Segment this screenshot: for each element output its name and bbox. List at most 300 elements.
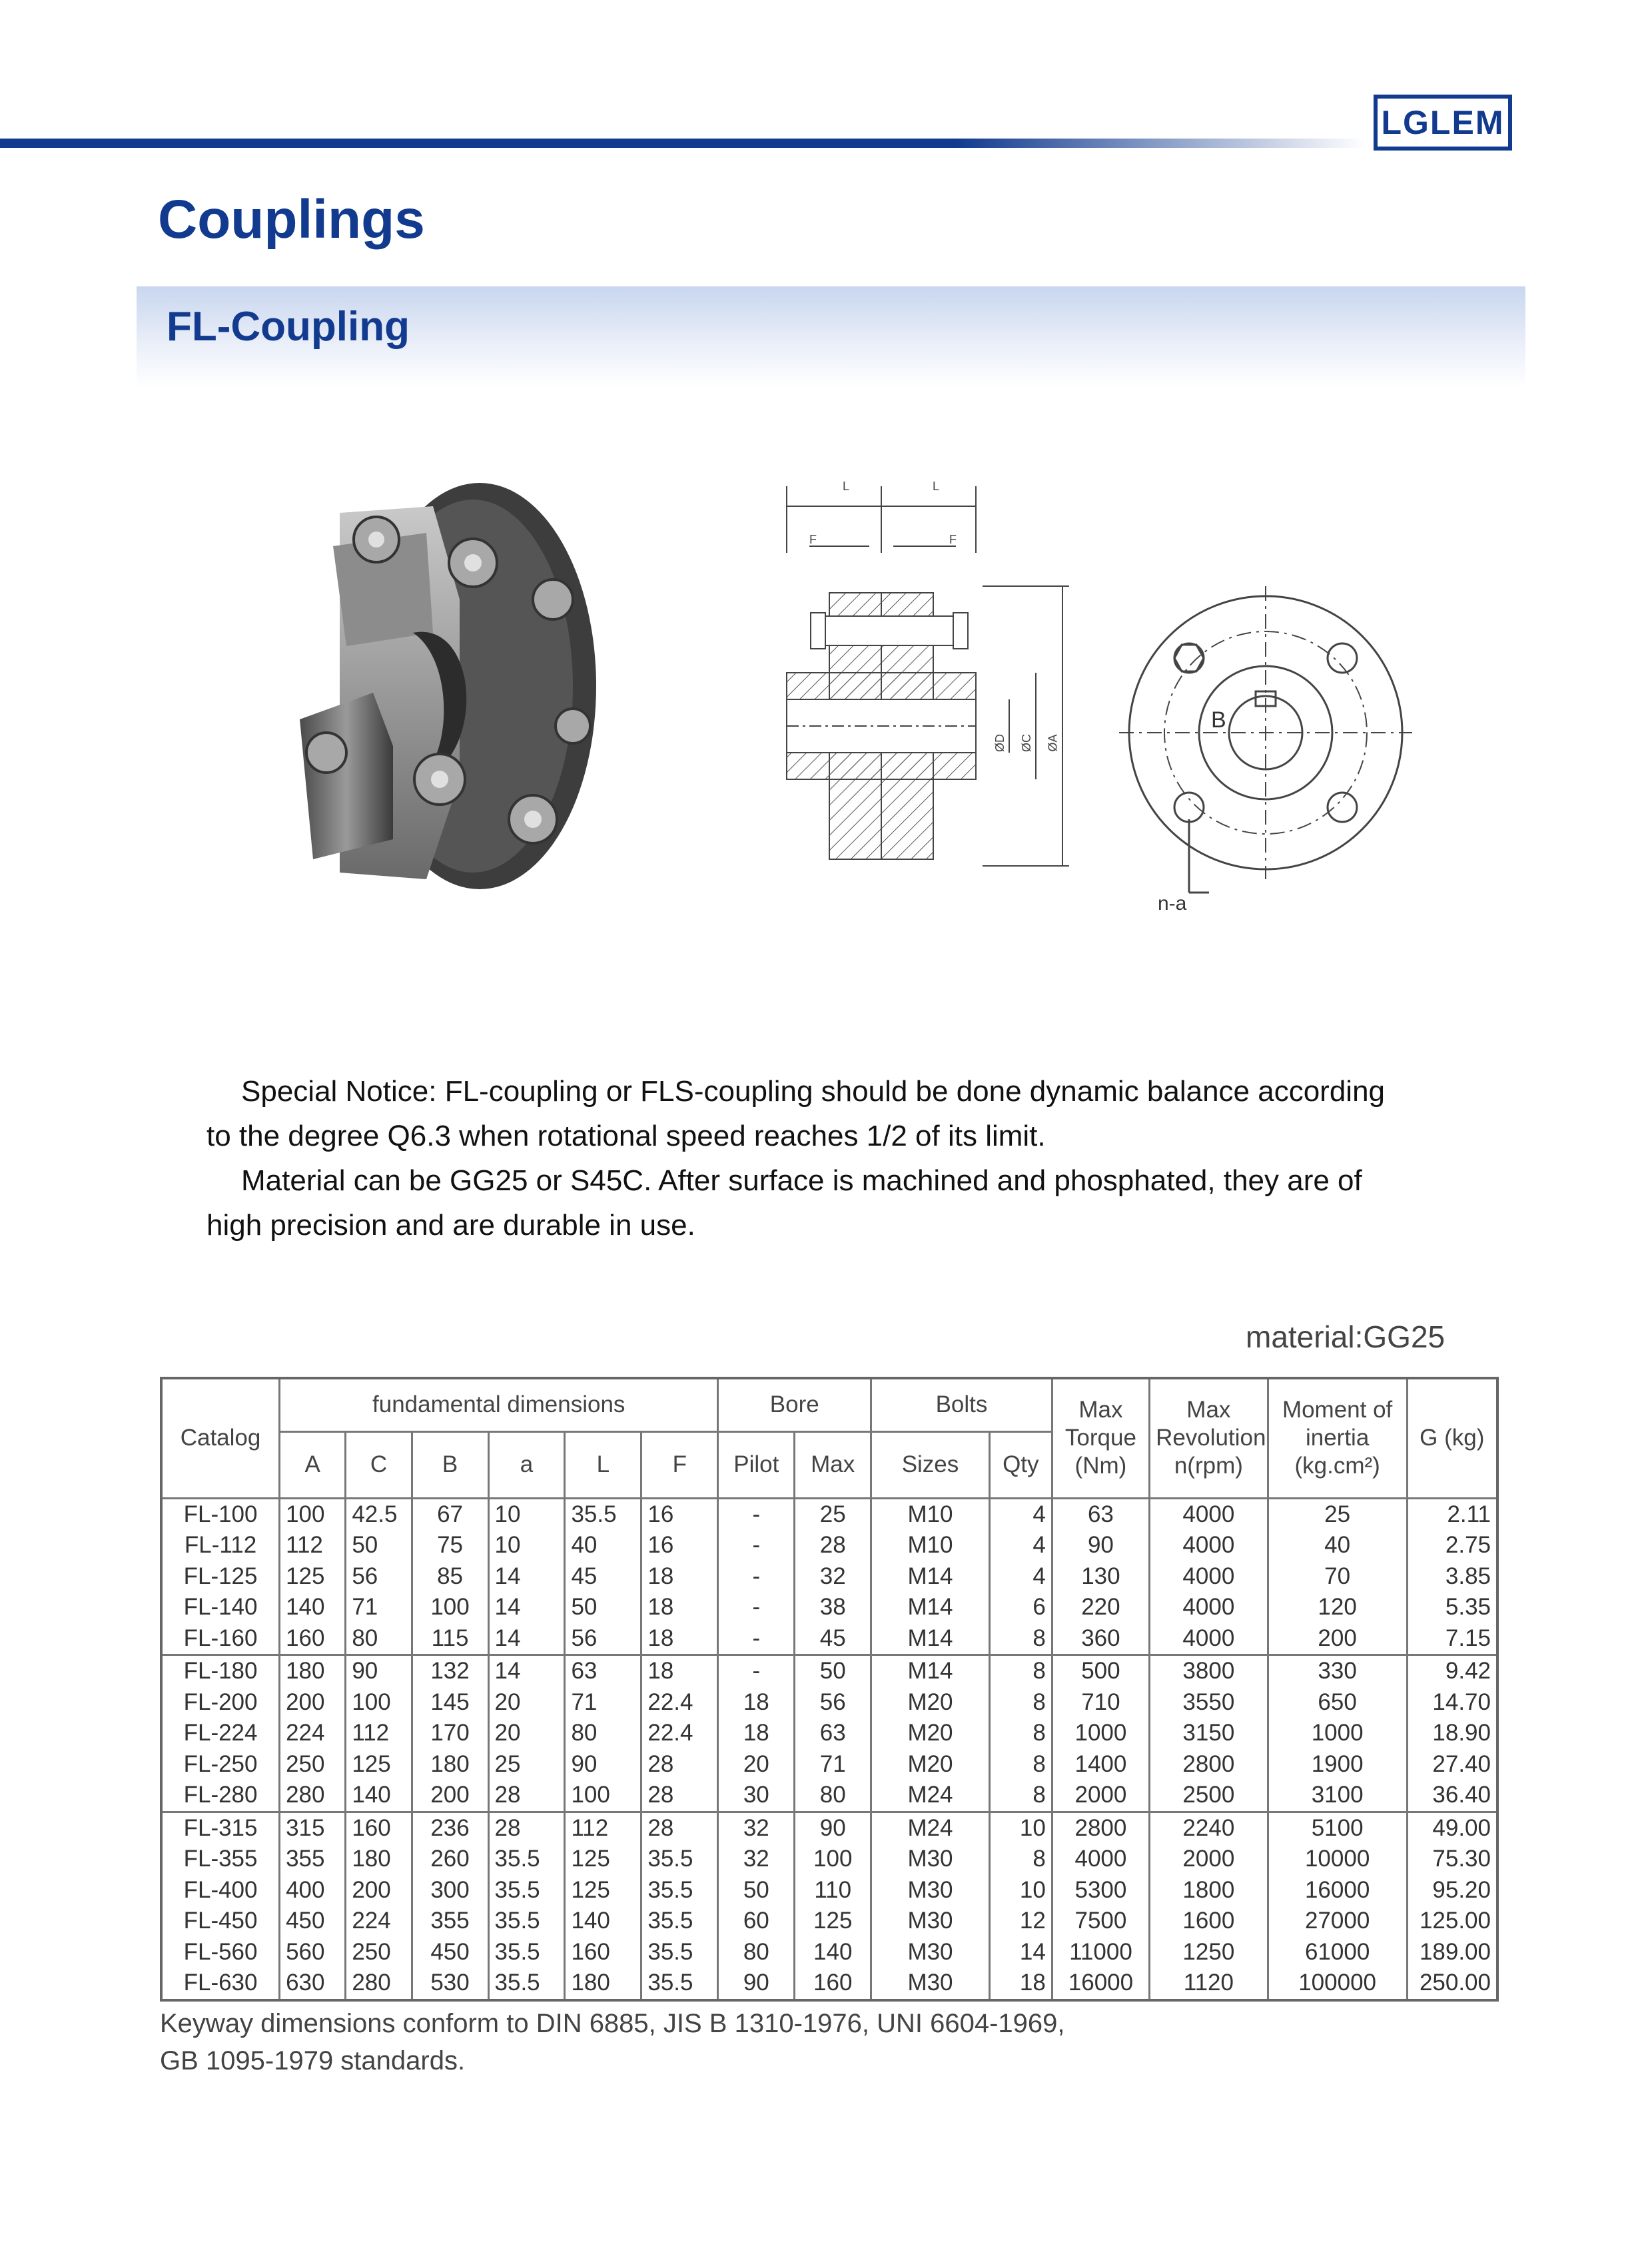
table-cell: 125 [795, 1906, 871, 1937]
table-cell: 50 [565, 1592, 641, 1623]
table-cell: 160 [565, 1937, 641, 1968]
table-cell: 38 [795, 1592, 871, 1623]
table-cell: 4 [989, 1498, 1052, 1530]
table-cell: FL-160 [161, 1623, 280, 1655]
table-cell: 27.40 [1407, 1749, 1497, 1780]
header-max: Max [795, 1431, 871, 1498]
table-cell: M14 [871, 1655, 990, 1687]
table-cell: 35.5 [641, 1937, 718, 1968]
table-cell: 67 [412, 1498, 488, 1530]
table-cell: M14 [871, 1561, 990, 1593]
table-cell: 18 [718, 1718, 795, 1749]
table-row [161, 1780, 1497, 1812]
table-cell: M30 [871, 1937, 990, 1968]
table-cell: 32 [718, 1844, 795, 1875]
table-cell: - [718, 1498, 795, 1530]
table-cell: 1000 [1052, 1718, 1149, 1749]
table-cell: 4 [989, 1530, 1052, 1561]
table-cell: 85 [412, 1561, 488, 1593]
table-cell: 18 [641, 1592, 718, 1623]
table-cell: 100 [412, 1592, 488, 1623]
table-cell: 42.5 [346, 1498, 412, 1530]
table-cell: 120 [1268, 1592, 1407, 1623]
table-cell: 10 [989, 1812, 1052, 1844]
table-cell: FL-112 [161, 1530, 280, 1561]
table-cell: 4000 [1150, 1530, 1268, 1561]
table-cell: 130 [1052, 1561, 1149, 1593]
table-cell: 40 [1268, 1530, 1407, 1561]
table-row [161, 1530, 1497, 1561]
page-title: Couplings [158, 189, 425, 250]
table-cell: 63 [795, 1718, 871, 1749]
header-l: L [565, 1431, 641, 1498]
table-cell: 56 [565, 1623, 641, 1655]
table-cell: 8 [989, 1655, 1052, 1687]
table-cell: 22.4 [641, 1687, 718, 1718]
table-cell: 45 [565, 1561, 641, 1593]
table-cell: FL-180 [161, 1655, 280, 1687]
table-cell: 2800 [1052, 1812, 1149, 1844]
table-cell: 8 [989, 1687, 1052, 1718]
table-cell: 35.5 [488, 1875, 565, 1906]
table-cell: 330 [1268, 1655, 1407, 1687]
table-cell: 35.5 [641, 1844, 718, 1875]
table-cell: 16 [641, 1530, 718, 1561]
table-cell: - [718, 1561, 795, 1593]
table-cell: 12 [989, 1906, 1052, 1937]
table-cell: FL-140 [161, 1592, 280, 1623]
table-cell: 36.40 [1407, 1780, 1497, 1812]
table-cell: 10 [488, 1530, 565, 1561]
table-cell: 180 [412, 1749, 488, 1780]
table-cell: 16000 [1052, 1968, 1149, 2000]
table-cell: 35.5 [641, 1906, 718, 1937]
table-cell: 71 [565, 1687, 641, 1718]
table-cell: FL-250 [161, 1749, 280, 1780]
header-a-upper: A [280, 1431, 346, 1498]
table-cell: 8 [989, 1780, 1052, 1812]
dim-label-d: ØD [993, 734, 1007, 752]
table-cell: 630 [280, 1968, 346, 2000]
table-cell: 22.4 [641, 1718, 718, 1749]
table-cell: 63 [1052, 1498, 1149, 1530]
table-row [161, 1749, 1497, 1780]
table-cell: 20 [488, 1687, 565, 1718]
header-c: C [346, 1431, 412, 1498]
special-notice [206, 1069, 1472, 1248]
table-cell: 90 [1052, 1530, 1149, 1561]
notice-p2-line1: Material can be GG25 or S45C. After surface is machined and phosphated, they are of [241, 1164, 1362, 1197]
table-cell: 180 [346, 1844, 412, 1875]
table-cell: 560 [280, 1937, 346, 1968]
table-cell: 3100 [1268, 1780, 1407, 1812]
table-row [161, 1844, 1497, 1875]
table-cell: 4 [989, 1561, 1052, 1593]
table-cell: 125 [565, 1844, 641, 1875]
table-cell: 100 [795, 1844, 871, 1875]
table-cell: 3150 [1150, 1718, 1268, 1749]
table-cell: 50 [795, 1655, 871, 1687]
table-cell: 18 [641, 1655, 718, 1687]
table-cell: 1600 [1150, 1906, 1268, 1937]
end-view-drawing [1109, 573, 1422, 933]
table-cell: 5100 [1268, 1812, 1407, 1844]
table-cell: 70 [1268, 1561, 1407, 1593]
table-cell: 100000 [1268, 1968, 1407, 2000]
header-rule [0, 139, 1366, 148]
table-cell: 30 [718, 1780, 795, 1812]
table-cell: 28 [641, 1749, 718, 1780]
table-cell: 80 [565, 1718, 641, 1749]
table-cell: 18 [641, 1561, 718, 1593]
footnote-line2: GB 1095-1979 standards. [160, 2046, 466, 2075]
table-cell: 50 [346, 1530, 412, 1561]
table-cell: M20 [871, 1687, 990, 1718]
dim-label-a: ØA [1046, 734, 1060, 752]
table-cell: 28 [641, 1812, 718, 1844]
dim-label-l1: L [843, 480, 850, 493]
table-cell: 280 [280, 1780, 346, 1812]
table-cell: 250.00 [1407, 1968, 1497, 2000]
notice-p1-line2: to the degree Q6.3 when rotational speed reaches 1/2 of its limit. [206, 1120, 1046, 1152]
table-cell: 300 [412, 1875, 488, 1906]
table-cell: 650 [1268, 1687, 1407, 1718]
table-cell: 35.5 [488, 1968, 565, 2000]
table-cell: 145 [412, 1687, 488, 1718]
table-cell: 125 [346, 1749, 412, 1780]
table-cell: 280 [346, 1968, 412, 2000]
table-cell: 18 [989, 1968, 1052, 2000]
table-cell: 315 [280, 1812, 346, 1844]
table-cell: M14 [871, 1592, 990, 1623]
table-cell: 35.5 [488, 1937, 565, 1968]
header-sizes: Sizes [871, 1431, 990, 1498]
table-cell: M30 [871, 1968, 990, 2000]
table-cell: FL-560 [161, 1937, 280, 1968]
section-drawing [769, 473, 1089, 899]
table-cell: FL-125 [161, 1561, 280, 1593]
table-cell: FL-280 [161, 1780, 280, 1812]
table-cell: 11000 [1052, 1937, 1149, 1968]
table-cell: - [718, 1530, 795, 1561]
table-cell: 125 [280, 1561, 346, 1593]
table-cell: 71 [346, 1592, 412, 1623]
table-cell: 125 [565, 1875, 641, 1906]
table-cell: 140 [346, 1780, 412, 1812]
table-cell: 9.42 [1407, 1655, 1497, 1687]
table-cell: 2500 [1150, 1780, 1268, 1812]
table-cell: 32 [795, 1561, 871, 1593]
table-cell: 49.00 [1407, 1812, 1497, 1844]
table-cell: 224 [280, 1718, 346, 1749]
table-row [161, 1937, 1497, 1968]
coupling-photo [260, 466, 606, 906]
table-cell: 450 [412, 1937, 488, 1968]
table-cell: 14 [989, 1937, 1052, 1968]
table-cell: 71 [795, 1749, 871, 1780]
dim-label-c: ØC [1020, 734, 1033, 752]
table-cell: 180 [280, 1655, 346, 1687]
table-cell: 112 [565, 1812, 641, 1844]
table-cell: 250 [346, 1937, 412, 1968]
table-row [161, 1718, 1497, 1749]
table-cell: 8 [989, 1844, 1052, 1875]
table-cell: 140 [280, 1592, 346, 1623]
table-cell: 2000 [1150, 1844, 1268, 1875]
brand-logo-text: LGLEM [1381, 104, 1505, 141]
table-cell: - [718, 1655, 795, 1687]
table-cell: M30 [871, 1906, 990, 1937]
table-cell: 500 [1052, 1655, 1149, 1687]
table-cell: - [718, 1623, 795, 1655]
table-cell: 18 [718, 1687, 795, 1718]
header-pilot: Pilot [718, 1431, 795, 1498]
notice-p2-line2: high precision and are durable in use. [206, 1209, 695, 1242]
section-title: FL-Coupling [167, 304, 410, 350]
table-cell: FL-630 [161, 1968, 280, 2000]
table-cell: M10 [871, 1498, 990, 1530]
table-cell: 75.30 [1407, 1844, 1497, 1875]
header-f: F [641, 1431, 718, 1498]
table-cell: FL-224 [161, 1718, 280, 1749]
table-cell: 45 [795, 1623, 871, 1655]
header-catalog: Catalog [161, 1378, 280, 1498]
table-cell: 200 [1268, 1623, 1407, 1655]
table-cell: 2000 [1052, 1780, 1149, 1812]
table-cell: 35.5 [488, 1844, 565, 1875]
table-cell: 10 [989, 1875, 1052, 1906]
table-cell: 3550 [1150, 1687, 1268, 1718]
table-cell: M24 [871, 1780, 990, 1812]
table-cell: 8 [989, 1623, 1052, 1655]
table-cell: 14 [488, 1655, 565, 1687]
table-cell: 160 [795, 1968, 871, 2000]
table-cell: 4000 [1150, 1623, 1268, 1655]
notice-p1-line1: Special Notice: FL-coupling or FLS-coupling should be done dynamic balance according [241, 1075, 1386, 1108]
table-cell: 1120 [1150, 1968, 1268, 2000]
table-cell: 8 [989, 1718, 1052, 1749]
table-cell: 1900 [1268, 1749, 1407, 1780]
table-cell: FL-200 [161, 1687, 280, 1718]
table-cell: 18 [641, 1623, 718, 1655]
table-cell: 224 [346, 1906, 412, 1937]
dim-label-f1: F [809, 533, 817, 546]
table-cell: 16000 [1268, 1875, 1407, 1906]
table-row [161, 1561, 1497, 1593]
table-cell: 50 [718, 1875, 795, 1906]
table-cell: 61000 [1268, 1937, 1407, 1968]
footnote [160, 2005, 1065, 2079]
spec-table-container [160, 1377, 1499, 1996]
table-cell: 10000 [1268, 1844, 1407, 1875]
table-cell: 4000 [1150, 1561, 1268, 1593]
table-cell: 56 [346, 1561, 412, 1593]
table-row [161, 1812, 1497, 1844]
table-cell: 80 [795, 1780, 871, 1812]
dim-label-l2: L [933, 480, 940, 493]
table-row [161, 1498, 1497, 1530]
table-cell: 27000 [1268, 1906, 1407, 1937]
table-cell: 355 [412, 1906, 488, 1937]
table-cell: 90 [795, 1812, 871, 1844]
header-b: B [412, 1431, 488, 1498]
header-inertia: Moment of inertia (kg.cm²) [1268, 1378, 1407, 1498]
table-cell: 2.11 [1407, 1498, 1497, 1530]
header-torque: Max Torque (Nm) [1052, 1378, 1149, 1498]
table-cell: 20 [718, 1749, 795, 1780]
table-cell: 2240 [1150, 1812, 1268, 1844]
table-cell: 4000 [1150, 1592, 1268, 1623]
table-cell: 180 [565, 1968, 641, 2000]
material-label: material:GG25 [1246, 1319, 1446, 1354]
table-cell: 110 [795, 1875, 871, 1906]
table-cell: 25 [795, 1498, 871, 1530]
table-cell: 25 [1268, 1498, 1407, 1530]
table-row [161, 1906, 1497, 1937]
table-cell: 360 [1052, 1623, 1149, 1655]
table-cell: 450 [280, 1906, 346, 1937]
table-cell: 14 [488, 1623, 565, 1655]
table-cell: 7.15 [1407, 1623, 1497, 1655]
table-cell: 160 [346, 1812, 412, 1844]
table-cell: M20 [871, 1718, 990, 1749]
table-cell: M30 [871, 1875, 990, 1906]
table-cell: 170 [412, 1718, 488, 1749]
table-cell: 18.90 [1407, 1718, 1497, 1749]
table-cell: 100 [565, 1780, 641, 1812]
table-cell: 140 [565, 1906, 641, 1937]
table-cell: 14 [488, 1561, 565, 1593]
table-cell: 4000 [1052, 1844, 1149, 1875]
table-cell: 220 [1052, 1592, 1149, 1623]
table-cell: 200 [412, 1780, 488, 1812]
table-cell: M20 [871, 1749, 990, 1780]
table-cell: 112 [346, 1718, 412, 1749]
table-cell: 1000 [1268, 1718, 1407, 1749]
footnote-line1: Keyway dimensions conform to DIN 6885, JIS B 1310-1976, UNI 6604-1969, [160, 2009, 1065, 2038]
table-cell: 200 [346, 1875, 412, 1906]
table-cell: 260 [412, 1844, 488, 1875]
table-row [161, 1623, 1497, 1655]
table-cell: 710 [1052, 1687, 1149, 1718]
table-cell: 7500 [1052, 1906, 1149, 1937]
header-a-lower: a [488, 1431, 565, 1498]
header-fundamental: fundamental dimensions [280, 1378, 718, 1431]
table-cell: 5.35 [1407, 1592, 1497, 1623]
table-cell: 28 [641, 1780, 718, 1812]
table-row [161, 1875, 1497, 1906]
table-cell: 35.5 [641, 1968, 718, 2000]
table-cell: 35.5 [488, 1906, 565, 1937]
table-cell: 14 [488, 1592, 565, 1623]
table-cell: 6 [989, 1592, 1052, 1623]
table-cell: 189.00 [1407, 1937, 1497, 1968]
table-cell: 56 [795, 1687, 871, 1718]
table-cell: 200 [280, 1687, 346, 1718]
brand-logo [1374, 95, 1512, 151]
table-cell: 400 [280, 1875, 346, 1906]
table-cell: 28 [488, 1812, 565, 1844]
table-cell: 32 [718, 1812, 795, 1844]
table-row [161, 1687, 1497, 1718]
table-cell: 4000 [1150, 1498, 1268, 1530]
table-cell: 1400 [1052, 1749, 1149, 1780]
table-cell: 112 [280, 1530, 346, 1561]
table-cell: 90 [346, 1655, 412, 1687]
dim-label-f2: F [949, 533, 957, 546]
end-view-label-b: B [1211, 707, 1226, 733]
table-row [161, 1968, 1497, 2000]
table-cell: M14 [871, 1623, 990, 1655]
table-cell: 14.70 [1407, 1687, 1497, 1718]
header-bolts: Bolts [871, 1378, 1052, 1431]
table-cell: 40 [565, 1530, 641, 1561]
table-cell: FL-100 [161, 1498, 280, 1530]
table-cell: 3.85 [1407, 1561, 1497, 1593]
table-cell: 3800 [1150, 1655, 1268, 1687]
table-cell: 95.20 [1407, 1875, 1497, 1906]
table-cell: M30 [871, 1844, 990, 1875]
spec-table [160, 1377, 1499, 2002]
table-cell: 250 [280, 1749, 346, 1780]
table-cell: 140 [795, 1937, 871, 1968]
header-weight: G (kg) [1407, 1378, 1497, 1498]
end-view-label-na: n-a [1158, 893, 1187, 915]
table-cell: 160 [280, 1623, 346, 1655]
table-cell: 60 [718, 1906, 795, 1937]
table-cell: 236 [412, 1812, 488, 1844]
table-cell: FL-400 [161, 1875, 280, 1906]
table-cell: 10 [488, 1498, 565, 1530]
table-cell: 115 [412, 1623, 488, 1655]
table-cell: 132 [412, 1655, 488, 1687]
table-cell: - [718, 1592, 795, 1623]
table-cell: 100 [346, 1687, 412, 1718]
table-cell: 20 [488, 1718, 565, 1749]
table-cell: 1800 [1150, 1875, 1268, 1906]
table-cell: M10 [871, 1530, 990, 1561]
table-cell: 100 [280, 1498, 346, 1530]
table-cell: 35.5 [641, 1875, 718, 1906]
table-row [161, 1592, 1497, 1623]
table-cell: 28 [488, 1780, 565, 1812]
table-cell: M24 [871, 1812, 990, 1844]
table-cell: 1250 [1150, 1937, 1268, 1968]
table-cell: 5300 [1052, 1875, 1149, 1906]
table-cell: 63 [565, 1655, 641, 1687]
table-cell: 25 [488, 1749, 565, 1780]
table-cell: 80 [718, 1937, 795, 1968]
table-cell: 125.00 [1407, 1906, 1497, 1937]
table-cell: 90 [565, 1749, 641, 1780]
table-cell: FL-355 [161, 1844, 280, 1875]
table-cell: FL-315 [161, 1812, 280, 1844]
table-cell: 2.75 [1407, 1530, 1497, 1561]
table-cell: 8 [989, 1749, 1052, 1780]
table-cell: 35.5 [565, 1498, 641, 1530]
table-row [161, 1655, 1497, 1687]
table-cell: FL-450 [161, 1906, 280, 1937]
table-cell: 80 [346, 1623, 412, 1655]
table-cell: 530 [412, 1968, 488, 2000]
header-qty: Qty [989, 1431, 1052, 1498]
table-cell: 16 [641, 1498, 718, 1530]
table-cell: 75 [412, 1530, 488, 1561]
table-cell: 28 [795, 1530, 871, 1561]
table-cell: 2800 [1150, 1749, 1268, 1780]
header-revolution: Max Revolution n(rpm) [1150, 1378, 1268, 1498]
table-cell: 90 [718, 1968, 795, 2000]
